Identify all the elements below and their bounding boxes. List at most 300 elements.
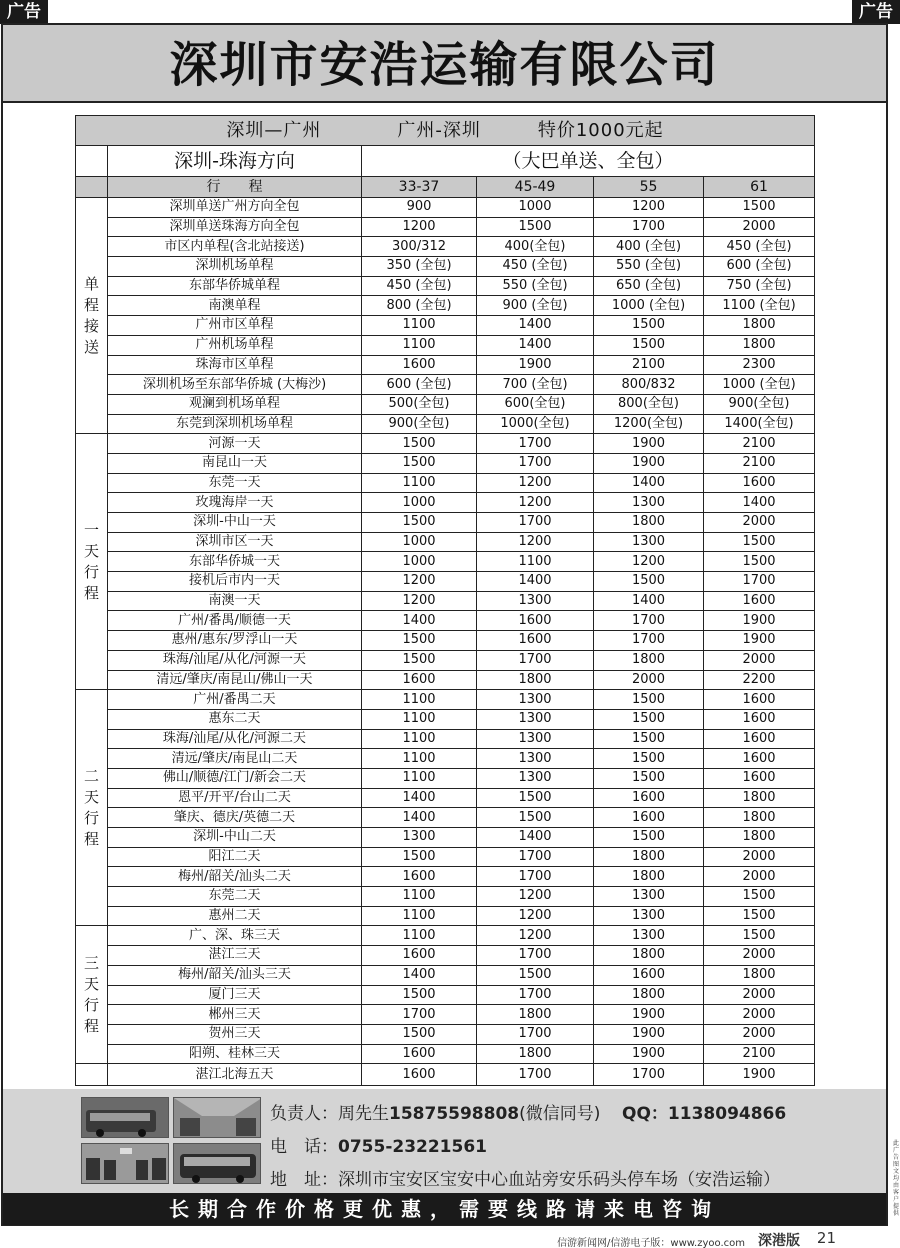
price-cell: 2000 — [704, 1024, 815, 1044]
price-cell: 1300 — [594, 926, 704, 946]
price-cell: 1900 — [704, 631, 815, 651]
price-cell: 1400 — [362, 788, 477, 808]
price-cell: 1600 — [594, 965, 704, 985]
table-row — [76, 316, 815, 336]
price-cell: 1000 (全包) — [704, 375, 815, 395]
price-cell: 1000 — [362, 552, 477, 572]
header-blank-cell — [76, 177, 108, 198]
route-name: 深圳单送珠海方向全包 — [108, 217, 362, 237]
price-cell: 1600 — [362, 1044, 477, 1064]
price-cell: 1400 — [477, 828, 594, 848]
table-row — [76, 847, 815, 867]
price-cell: 1300 — [594, 493, 704, 513]
tel-label: 电 话： — [270, 1137, 338, 1157]
price-cell: 1100 — [362, 690, 477, 710]
price-cell: 1500 — [362, 847, 477, 867]
table-row — [76, 906, 815, 926]
route-name: 广、深、珠三天 — [108, 926, 362, 946]
price-cell: 1600 — [704, 709, 815, 729]
price-cell: 650 (全包) — [594, 276, 704, 296]
price-cell: 1400 — [362, 808, 477, 828]
seats-column-header: 45-49 — [477, 177, 594, 198]
price-cell: 1200 — [477, 926, 594, 946]
price-cell: 1100 — [362, 729, 477, 749]
route-name: 深圳单送广州方向全包 — [108, 198, 362, 218]
price-cell: 1500 — [594, 828, 704, 848]
price-cell: 1500 — [362, 1024, 477, 1044]
price-cell: 1500 — [362, 434, 477, 454]
price-cell: 2200 — [704, 670, 815, 690]
price-cell: 1100 — [362, 709, 477, 729]
route-name: 梅州/韶关/汕头三天 — [108, 965, 362, 985]
price-cell: 1400 — [362, 965, 477, 985]
price-cell: 1300 — [594, 887, 704, 907]
seats-column-header: 61 — [704, 177, 815, 198]
table-row — [76, 808, 815, 828]
price-cell: 1900 — [704, 611, 815, 631]
price-cell: 400 (全包) — [594, 237, 704, 257]
price-cell: 1500 — [362, 985, 477, 1005]
price-cell: 1200 — [477, 906, 594, 926]
price-cell: 1700 — [477, 650, 594, 670]
table-row — [76, 1005, 815, 1025]
route-name: 湛江三天 — [108, 946, 362, 966]
price-cell: 1600 — [477, 611, 594, 631]
price-cell: 1500 — [704, 887, 815, 907]
price-cell: 900(全包) — [704, 394, 815, 414]
price-cell: 1300 — [594, 906, 704, 926]
price-cell: 900 — [362, 198, 477, 218]
price-cell: 2000 — [704, 217, 815, 237]
table-row — [76, 414, 815, 434]
price-cell: 1600 — [704, 749, 815, 769]
table-row — [76, 217, 815, 237]
table-row — [76, 946, 815, 966]
table-row — [76, 434, 815, 454]
price-cell: 1700 — [594, 217, 704, 237]
table-row — [76, 1064, 815, 1086]
person-name: 周先生 — [338, 1104, 389, 1124]
price-cell: 1400 — [594, 473, 704, 493]
table-row — [76, 198, 815, 218]
price-cell: 1200 — [477, 493, 594, 513]
price-table-body — [76, 116, 815, 1086]
section-label — [76, 926, 108, 1064]
price-cell: 1300 — [477, 709, 594, 729]
price-cell: 1500 — [594, 749, 704, 769]
price-cell: 1800 — [704, 808, 815, 828]
price-cell: 1900 — [704, 1064, 815, 1086]
price-cell: 1600 — [362, 355, 477, 375]
section-label-text: 三天行程 — [83, 953, 99, 1035]
price-cell: 1700 — [594, 611, 704, 631]
price-cell: 1200 — [477, 532, 594, 552]
route-name: 深圳机场单程 — [108, 257, 362, 277]
table-row — [76, 335, 815, 355]
table-row — [76, 749, 815, 769]
price-cell: 750 (全包) — [704, 276, 815, 296]
route-name: 清远/肇庆/南昆山二天 — [108, 749, 362, 769]
slogan-banner: 长期合作价格更优惠，需要线路请来电咨询 — [3, 1193, 886, 1225]
table-row — [76, 532, 815, 552]
tel-number: 0755-23221561 — [338, 1137, 487, 1157]
route-name: 东莞一天 — [108, 473, 362, 493]
price-cell: 1700 — [477, 513, 594, 533]
table-row — [76, 650, 815, 670]
price-cell: 1600 — [362, 670, 477, 690]
price-cell: 1800 — [594, 985, 704, 1005]
price-cell: 1900 — [594, 453, 704, 473]
price-cell: 1500 — [594, 690, 704, 710]
route-name: 惠州二天 — [108, 906, 362, 926]
price-cell: 1800 — [704, 316, 815, 336]
price-cell: 1500 — [477, 788, 594, 808]
price-cell: 1100 — [362, 335, 477, 355]
table-row — [76, 670, 815, 690]
price-cell: 1200 — [362, 217, 477, 237]
price-cell: 1000 — [362, 493, 477, 513]
price-cell: 1600 — [594, 808, 704, 828]
bus-seats-photo — [81, 1143, 169, 1184]
price-cell: 1500 — [594, 768, 704, 788]
bus-interior-photo — [173, 1097, 261, 1138]
mobile-number: 15875598808 — [389, 1104, 520, 1124]
section-label-text: 一天行程 — [83, 520, 99, 602]
price-cell: 1300 — [477, 768, 594, 788]
route-name: 梅州/韶关/汕头二天 — [108, 867, 362, 887]
table-row — [76, 729, 815, 749]
section-label-text: 单程接送 — [83, 274, 99, 356]
route-name: 惠东二天 — [108, 709, 362, 729]
price-cell: 1300 — [477, 591, 594, 611]
price-cell: 450 (全包) — [704, 237, 815, 257]
price-cell: 1200 — [362, 591, 477, 611]
company-header — [3, 25, 886, 103]
table-row — [76, 828, 815, 848]
price-cell: 1800 — [594, 946, 704, 966]
route-name: 郴州三天 — [108, 1005, 362, 1025]
site-info: 信游新闻网/信游电子版：www.zyoo.com — [557, 1238, 745, 1248]
table-row — [76, 552, 815, 572]
price-cell: 700 (全包) — [477, 375, 594, 395]
section-label — [76, 1064, 108, 1086]
price-cell: 1200 — [594, 552, 704, 572]
price-cell: 1600 — [704, 591, 815, 611]
price-cell: 1100 — [362, 473, 477, 493]
price-cell: 2000 — [704, 513, 815, 533]
price-cell: 900 (全包) — [477, 296, 594, 316]
direction-row — [76, 146, 815, 177]
price-cell: 1700 — [362, 1005, 477, 1025]
price-cell: 2000 — [704, 867, 815, 887]
price-cell: 1800 — [704, 335, 815, 355]
price-cell: 1600 — [477, 631, 594, 651]
table-row — [76, 375, 815, 395]
table-row — [76, 276, 815, 296]
route-name: 佛山/顺德/江门/新会二天 — [108, 768, 362, 788]
price-cell: 450 (全包) — [477, 257, 594, 277]
price-cell: 1500 — [594, 572, 704, 592]
price-cell: 1800 — [594, 847, 704, 867]
price-cell: 1400 — [704, 493, 815, 513]
price-cell: 1100 — [362, 887, 477, 907]
price-cell: 1500 — [477, 965, 594, 985]
price-cell: 1700 — [477, 867, 594, 887]
bus-exterior-photo — [81, 1097, 169, 1138]
route-name: 深圳机场至东部华侨城 (大梅沙) — [108, 375, 362, 395]
price-cell: 550 (全包) — [477, 276, 594, 296]
price-cell: 400(全包) — [477, 237, 594, 257]
price-cell: 1600 — [704, 768, 815, 788]
price-cell: 1800 — [704, 828, 815, 848]
price-cell: 1400 — [594, 591, 704, 611]
ad-tag-left: 广告 — [0, 0, 48, 24]
price-cell: 1500 — [704, 906, 815, 926]
table-row — [76, 591, 815, 611]
contact-address-row — [270, 1165, 780, 1190]
address-label: 地 址： — [270, 1170, 338, 1190]
route-name: 广州市区单程 — [108, 316, 362, 336]
price-cell: 1400 — [477, 572, 594, 592]
price-cell: 1600 — [362, 1064, 477, 1086]
price-cell: 800 (全包) — [362, 296, 477, 316]
price-cell: 1800 — [704, 788, 815, 808]
price-cell: 350 (全包) — [362, 257, 477, 277]
table-row — [76, 493, 815, 513]
price-cell: 1700 — [704, 572, 815, 592]
price-cell: 1700 — [477, 1024, 594, 1044]
route-name: 厦门三天 — [108, 985, 362, 1005]
price-cell: 600 (全包) — [362, 375, 477, 395]
qq-number: 1138094866 — [667, 1104, 787, 1124]
price-cell: 1200 — [477, 473, 594, 493]
price-cell: 1700 — [477, 434, 594, 454]
edition-label: 深港版 — [758, 1233, 800, 1248]
price-cell: 1300 — [362, 828, 477, 848]
table-row — [76, 237, 815, 257]
route-name: 湛江北海五天 — [108, 1064, 362, 1086]
price-cell: 1100 — [362, 906, 477, 926]
table-row — [76, 1044, 815, 1064]
price-cell: 600 (全包) — [704, 257, 815, 277]
price-cell: 1500 — [704, 532, 815, 552]
route-name: 南澳一天 — [108, 591, 362, 611]
table-row — [76, 788, 815, 808]
ad-tag-right: 广告 — [852, 0, 900, 24]
table-row — [76, 867, 815, 887]
contact-footer — [3, 1089, 886, 1193]
price-cell: 2000 — [704, 847, 815, 867]
price-cell: 1800 — [477, 1044, 594, 1064]
price-cell: 1700 — [477, 1064, 594, 1086]
price-cell: 1900 — [477, 355, 594, 375]
route-name: 珠海/汕尾/从化/河源二天 — [108, 729, 362, 749]
section-label-text: 二天行程 — [83, 766, 99, 848]
price-cell: 1200 — [477, 887, 594, 907]
route-name: 河源一天 — [108, 434, 362, 454]
price-cell: 1900 — [594, 1044, 704, 1064]
price-cell: 550 (全包) — [594, 257, 704, 277]
table-row — [76, 355, 815, 375]
route-name: 东莞到深圳机场单程 — [108, 414, 362, 434]
table-row — [76, 257, 815, 277]
price-cell: 1500 — [362, 650, 477, 670]
direction-label: 深圳-珠海方向 — [108, 146, 362, 177]
route-name: 贺州三天 — [108, 1024, 362, 1044]
route-name: 接机后市内一天 — [108, 572, 362, 592]
route-name: 阳朔、桂林三天 — [108, 1044, 362, 1064]
route-name: 珠海/汕尾/从化/河源一天 — [108, 650, 362, 670]
price-cell: 1700 — [477, 847, 594, 867]
route-name: 深圳市区一天 — [108, 532, 362, 552]
column-header-row — [76, 177, 815, 198]
table-row — [76, 453, 815, 473]
seats-column-header: 55 — [594, 177, 704, 198]
price-cell: 1000(全包) — [477, 414, 594, 434]
price-cell: 1800 — [594, 513, 704, 533]
contact-person-row — [270, 1099, 786, 1124]
price-cell: 1700 — [594, 631, 704, 651]
price-cell: 2100 — [594, 355, 704, 375]
route-name: 深圳-中山一天 — [108, 513, 362, 533]
route-name: 深圳-中山二天 — [108, 828, 362, 848]
table-row — [76, 394, 815, 414]
price-cell: 1800 — [594, 867, 704, 887]
price-cell: 1500 — [362, 453, 477, 473]
price-cell: 1900 — [594, 1005, 704, 1025]
price-cell: 1400(全包) — [704, 414, 815, 434]
table-row — [76, 768, 815, 788]
route-name: 肇庆、德庆/英德二天 — [108, 808, 362, 828]
price-cell: 1100 — [362, 926, 477, 946]
promo-banner: 深圳—广州 广州-深圳 特价1000元起 — [76, 116, 815, 146]
price-cell: 1700 — [477, 985, 594, 1005]
coach-photo — [173, 1143, 261, 1184]
price-cell: 1600 — [704, 473, 815, 493]
price-cell: 2000 — [704, 650, 815, 670]
route-name: 玫瑰海岸一天 — [108, 493, 362, 513]
price-cell: 1100 — [362, 768, 477, 788]
price-cell: 1200(全包) — [594, 414, 704, 434]
disclaimer-note: 此广告图文均由客户提供 — [893, 1140, 900, 1217]
price-cell: 1200 — [594, 198, 704, 218]
price-cell: 2100 — [704, 453, 815, 473]
section-label — [76, 690, 108, 926]
price-cell: 1500 — [594, 729, 704, 749]
price-cell: 2300 — [704, 355, 815, 375]
route-name: 广州/番禺/顺德一天 — [108, 611, 362, 631]
price-cell: 1500 — [704, 198, 815, 218]
route-column-header: 行 程 — [108, 177, 362, 198]
route-name: 南昆山一天 — [108, 453, 362, 473]
table-row — [76, 572, 815, 592]
price-cell: 1000 — [362, 532, 477, 552]
price-cell: 2100 — [704, 1044, 815, 1064]
table-row — [76, 1024, 815, 1044]
price-cell: 1500 — [594, 316, 704, 336]
route-name: 广州/番禺二天 — [108, 690, 362, 710]
price-cell: 1600 — [704, 729, 815, 749]
price-cell: 1500 — [704, 926, 815, 946]
direction-note: （大巴单送、全包） — [362, 146, 815, 177]
price-cell: 1100 — [362, 749, 477, 769]
address-text: 深圳市宝安区宝安中心血站旁安乐码头停车场（安浩运输） — [338, 1170, 780, 1190]
price-cell: 1300 — [477, 729, 594, 749]
route-name: 东莞二天 — [108, 887, 362, 907]
price-cell: 1900 — [594, 434, 704, 454]
table-row — [76, 513, 815, 533]
contact-tel-row — [270, 1132, 487, 1157]
seats-column-header: 33-37 — [362, 177, 477, 198]
price-cell: 500(全包) — [362, 394, 477, 414]
table-row — [76, 965, 815, 985]
price-cell: 2000 — [704, 1005, 815, 1025]
price-cell: 1700 — [477, 453, 594, 473]
table-row — [76, 631, 815, 651]
price-cell: 1100 — [477, 552, 594, 572]
table-row — [76, 296, 815, 316]
price-cell: 1500 — [704, 552, 815, 572]
price-cell: 1600 — [594, 788, 704, 808]
price-cell: 1800 — [704, 965, 815, 985]
price-cell: 1500 — [362, 631, 477, 651]
route-name: 市区内单程(含北站接送) — [108, 237, 362, 257]
price-cell: 1100 — [362, 316, 477, 336]
price-cell: 1900 — [594, 1024, 704, 1044]
price-cell: 1600 — [704, 690, 815, 710]
page-number: 21 — [816, 1229, 836, 1247]
price-cell: 2000 — [704, 946, 815, 966]
price-cell: 1600 — [362, 946, 477, 966]
route-name: 观澜到机场单程 — [108, 394, 362, 414]
route-name: 南澳单程 — [108, 296, 362, 316]
price-cell: 1400 — [477, 335, 594, 355]
price-cell: 1500 — [594, 335, 704, 355]
price-cell: 2000 — [704, 985, 815, 1005]
price-cell: 1300 — [594, 532, 704, 552]
person-label: 负责人： — [270, 1104, 338, 1124]
price-cell: 300/312 — [362, 237, 477, 257]
section-label — [76, 434, 108, 690]
price-cell: 800(全包) — [594, 394, 704, 414]
price-cell: 1800 — [594, 650, 704, 670]
price-cell: 1000 — [477, 198, 594, 218]
table-row — [76, 985, 815, 1005]
route-name: 东部华侨城单程 — [108, 276, 362, 296]
table-row — [76, 690, 815, 710]
price-cell: 1500 — [594, 709, 704, 729]
price-cell: 1500 — [477, 217, 594, 237]
table-row — [76, 887, 815, 907]
price-cell: 1500 — [362, 513, 477, 533]
route-name: 清远/肇庆/南昆山/佛山一天 — [108, 670, 362, 690]
route-name: 广州机场单程 — [108, 335, 362, 355]
table-row — [76, 611, 815, 631]
route-name: 恩平/开平/台山二天 — [108, 788, 362, 808]
price-cell: 1400 — [477, 316, 594, 336]
price-cell: 450 (全包) — [362, 276, 477, 296]
price-cell: 1500 — [477, 808, 594, 828]
price-table — [75, 115, 815, 1086]
price-cell: 1000 (全包) — [594, 296, 704, 316]
table-row — [76, 926, 815, 946]
wechat-note: (微信同号) — [519, 1104, 601, 1124]
route-name: 珠海市区单程 — [108, 355, 362, 375]
price-cell: 2100 — [704, 434, 815, 454]
price-cell: 1300 — [477, 690, 594, 710]
price-cell: 1700 — [594, 1064, 704, 1086]
direction-blank-cell — [76, 146, 108, 177]
